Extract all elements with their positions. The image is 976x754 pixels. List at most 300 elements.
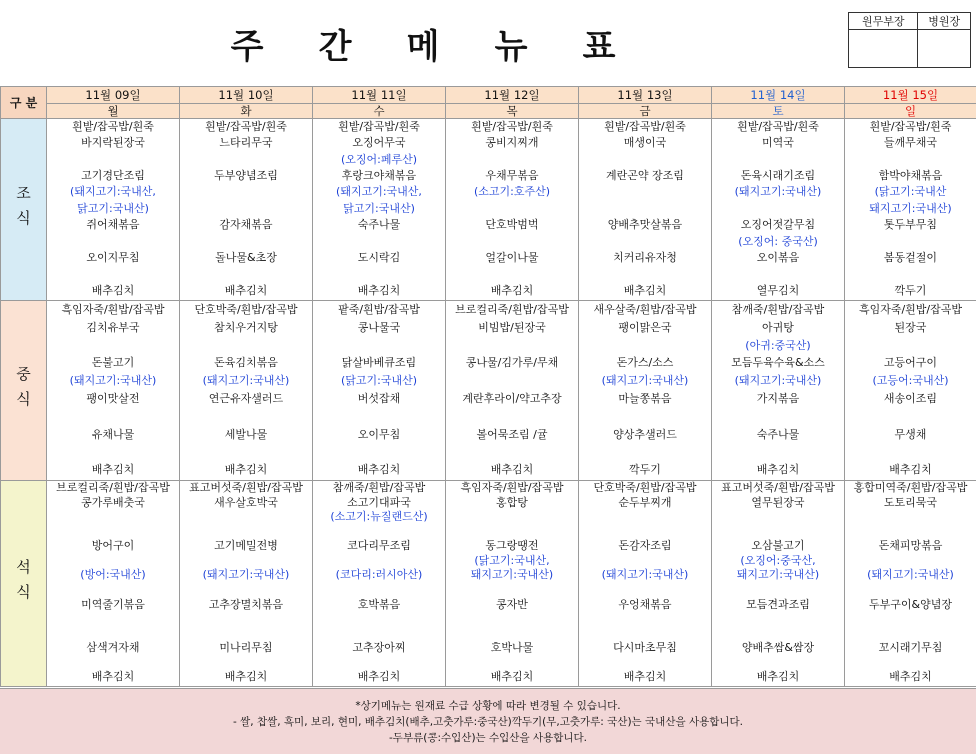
approval-label-director: 원무부장 bbox=[849, 13, 918, 30]
menu-item: 고기경단조림 bbox=[81, 169, 145, 183]
menu-item bbox=[579, 234, 711, 250]
menu-item: 바지락된장국 bbox=[81, 136, 145, 150]
menu-item: 계란곤약 장조림 bbox=[606, 169, 684, 183]
menu-item bbox=[47, 408, 179, 426]
menu-item bbox=[446, 234, 578, 250]
menu-item: 들깨무채국 bbox=[883, 136, 938, 150]
menu-item: 계란후라이/약고추장 bbox=[462, 391, 562, 405]
menu-item: 느타리무국 bbox=[219, 136, 273, 150]
menu-item bbox=[313, 525, 445, 540]
menu-item bbox=[313, 337, 445, 355]
weekly-menu-table bbox=[0, 86, 976, 687]
menu-item: 배추김치 bbox=[224, 463, 268, 477]
menu-item: 치커리유자청 bbox=[613, 250, 677, 264]
menu-item bbox=[180, 408, 312, 426]
menu-item: 돈가스/소스 bbox=[616, 356, 674, 370]
menu-item: 열무김치 bbox=[756, 283, 800, 297]
origin-note: (돼지고기:국내산, bbox=[70, 185, 156, 199]
menu-item: 팽이맑은국 bbox=[618, 320, 672, 334]
menu-item bbox=[180, 443, 312, 461]
origin-note: (고등어:국내산) bbox=[872, 374, 949, 388]
dinner-label: 석식 bbox=[1, 481, 47, 687]
menu-item-list bbox=[845, 119, 976, 299]
menu-item: 열무된장국 bbox=[751, 495, 805, 509]
menu-item-list bbox=[313, 119, 445, 299]
menu-item-list bbox=[712, 119, 844, 299]
menu-item: 돈감자조림 bbox=[618, 539, 672, 553]
menu-item: 배추김치 bbox=[756, 463, 800, 477]
menu-item bbox=[180, 583, 312, 598]
menu-item: 우엉채볶음 bbox=[618, 597, 672, 611]
menu-item: 도시락김 bbox=[357, 250, 401, 264]
origin-note: 돼지고기:국내산) bbox=[470, 568, 554, 582]
origin-note: (돼지고기:국내산) bbox=[734, 374, 822, 388]
menu-item: 고추장아찌 bbox=[352, 641, 406, 655]
menu-item bbox=[579, 525, 711, 540]
menu-item bbox=[579, 443, 711, 461]
menu-item: 돌나물&초장 bbox=[215, 250, 277, 264]
menu-item: 배추김치 bbox=[91, 463, 135, 477]
menu-item-list bbox=[712, 301, 844, 479]
menu-item-list bbox=[845, 481, 976, 685]
origin-note: 닭고기:국내산) bbox=[77, 201, 149, 215]
menu-cell bbox=[845, 301, 976, 481]
lunch-row bbox=[1, 301, 976, 481]
menu-item: 오이볶음 bbox=[756, 250, 800, 264]
menu-item: 새우살죽/흰밥/잡곡밥 bbox=[593, 303, 697, 316]
origin-note: (아귀:중국산) bbox=[745, 338, 811, 352]
menu-cell bbox=[712, 301, 845, 481]
menu-item: 연근유자샐러드 bbox=[208, 391, 284, 405]
menu-item: 단호박범벅 bbox=[485, 218, 539, 232]
menu-item: 두부양념조림 bbox=[214, 169, 278, 183]
menu-item: 배추김치 bbox=[623, 670, 667, 684]
menu-item bbox=[446, 583, 578, 598]
menu-item: 깍두기 bbox=[629, 463, 661, 477]
menu-item bbox=[446, 201, 578, 217]
menu-item bbox=[579, 583, 711, 598]
menu-item bbox=[446, 656, 578, 671]
menu-item-list bbox=[180, 119, 312, 299]
menu-item bbox=[845, 266, 976, 282]
menu-cell bbox=[446, 481, 579, 687]
menu-cell bbox=[446, 301, 579, 481]
menu-item: 오삼불고기 bbox=[751, 539, 805, 553]
menu-item: 흰밭/잡곡밥/흰죽 bbox=[72, 120, 154, 133]
day-of-week: 목 bbox=[446, 104, 579, 119]
menu-item bbox=[313, 234, 445, 250]
menu-item bbox=[47, 443, 179, 461]
title-char: 표 bbox=[582, 26, 620, 67]
menu-cell bbox=[712, 119, 845, 301]
menu-item bbox=[180, 266, 312, 282]
menu-item: 돈육김치볶음 bbox=[214, 356, 278, 370]
menu-cell bbox=[47, 119, 180, 301]
menu-item: 미역줄기볶음 bbox=[81, 597, 145, 611]
menu-item bbox=[47, 656, 179, 671]
menu-item bbox=[180, 554, 312, 569]
origin-note: (닭고기:국내산) bbox=[340, 374, 418, 388]
day-of-week: 화 bbox=[180, 104, 313, 119]
approval-box bbox=[848, 12, 971, 68]
menu-item-list bbox=[712, 481, 844, 685]
menu-item bbox=[180, 234, 312, 250]
menu-item: 된장국 bbox=[894, 320, 927, 334]
menu-item bbox=[845, 525, 976, 540]
menu-item bbox=[47, 554, 179, 569]
title-char: 뉴 bbox=[494, 26, 532, 67]
lunch-label: 중식 bbox=[1, 301, 47, 481]
menu-item bbox=[313, 612, 445, 627]
day-date: 11월 12일 bbox=[446, 87, 579, 104]
title-char: 주 bbox=[230, 26, 268, 67]
menu-item bbox=[712, 201, 844, 217]
page-title bbox=[0, 0, 850, 86]
menu-item: 아귀탕 bbox=[762, 320, 794, 334]
menu-item: 팽이맛살전 bbox=[86, 391, 140, 405]
menu-item bbox=[180, 627, 312, 642]
menu-item: 배추김치 bbox=[490, 283, 534, 297]
menu-item bbox=[712, 612, 844, 627]
menu-item: 흰밭/잡곡밥/흰죽 bbox=[338, 120, 420, 133]
menu-item: 돈불고기 bbox=[91, 356, 135, 370]
menu-item: 숙주나물 bbox=[357, 218, 401, 232]
menu-item: 배추김치 bbox=[490, 463, 534, 477]
menu-item-list bbox=[47, 301, 179, 479]
menu-item: 매생이국 bbox=[623, 136, 667, 150]
menu-item bbox=[712, 266, 844, 282]
menu-item bbox=[712, 627, 844, 642]
menu-item: 배추김치 bbox=[889, 463, 932, 477]
menu-item: 닭살바베큐조림 bbox=[341, 356, 417, 370]
menu-cell bbox=[313, 481, 446, 687]
menu-item-list bbox=[446, 481, 578, 685]
menu-cell bbox=[845, 481, 976, 687]
menu-item: 삼색겨자채 bbox=[86, 641, 140, 655]
day-date: 11월 11일 bbox=[313, 87, 446, 104]
menu-item-list bbox=[47, 119, 179, 299]
origin-note: (돼지고기:국내산) bbox=[601, 374, 689, 388]
footer-line: *상기메뉴는 원재료 수급 상황에 따라 변경될 수 있습니다. bbox=[355, 699, 621, 712]
menu-item: 흑임자죽/흰밥/잡곡밥 bbox=[858, 303, 963, 316]
origin-note: (돼지고기:국내산) bbox=[202, 374, 290, 388]
menu-item bbox=[845, 656, 976, 671]
menu-item bbox=[313, 443, 445, 461]
menu-item bbox=[845, 583, 976, 598]
menu-item bbox=[180, 525, 312, 540]
day-of-week: 수 bbox=[313, 104, 446, 119]
menu-item bbox=[712, 152, 844, 168]
menu-item: 양배추쌈&쌈장 bbox=[741, 641, 815, 655]
menu-item-list bbox=[47, 481, 179, 685]
menu-item: 돈채피망볶음 bbox=[878, 539, 943, 553]
menu-item: 새송이조림 bbox=[883, 391, 938, 405]
menu-cell bbox=[313, 119, 446, 301]
menu-item: 코다리무조림 bbox=[347, 539, 411, 553]
menu-item bbox=[712, 510, 844, 525]
footer-notice bbox=[0, 688, 976, 754]
menu-item bbox=[446, 266, 578, 282]
menu-cell bbox=[47, 481, 180, 687]
origin-note: (돼지고기:국내산, bbox=[336, 185, 422, 199]
origin-note: (방어:국내산) bbox=[80, 568, 146, 582]
menu-item: 순두부찌개 bbox=[618, 495, 672, 509]
menu-item: 버섯잡채 bbox=[357, 391, 401, 405]
menu-item: 배추김치 bbox=[357, 463, 401, 477]
menu-item bbox=[180, 612, 312, 627]
menu-item: 고기메밀전병 bbox=[214, 539, 278, 553]
menu-cell bbox=[845, 119, 976, 301]
menu-item: 표고버섯죽/흰밥/잡곡밥 bbox=[721, 481, 835, 494]
menu-item: 쥐어채볶음 bbox=[86, 218, 140, 232]
menu-item: 단호박죽/흰밥/잡곡밥 bbox=[593, 481, 697, 494]
approval-label-head: 병원장 bbox=[918, 13, 971, 30]
menu-item bbox=[579, 266, 711, 282]
menu-item: 콩가루배춧국 bbox=[81, 495, 145, 509]
menu-item: 고등어구이 bbox=[883, 356, 938, 370]
menu-item: 브로컬리죽/흰밥/잡곡밥 bbox=[455, 303, 569, 316]
menu-item: 고추장멸치볶음 bbox=[208, 597, 284, 611]
menu-item: 홍합탕 bbox=[496, 495, 528, 509]
menu-item: 콩나물국 bbox=[357, 320, 401, 334]
origin-note: (코다리:러시아산) bbox=[335, 568, 423, 582]
menu-item: 꼬시래기무침 bbox=[878, 641, 943, 655]
footer-line: - 쌀, 찹쌀, 흑미, 보리, 현미, 배추김치(배추,고춧가루:중국산)깍두기(무,고춧가루: 국산)는 국내산을 사용합니다. bbox=[233, 715, 743, 728]
menu-item: 참치우거지탕 bbox=[214, 320, 278, 334]
menu-item-list bbox=[579, 301, 711, 479]
origin-note: 돼지고기:국내산) bbox=[869, 201, 952, 215]
menu-item bbox=[579, 152, 711, 168]
menu-item bbox=[180, 656, 312, 671]
menu-item: 방어구이 bbox=[91, 539, 135, 553]
menu-item: 깍두기 bbox=[894, 283, 927, 297]
day-of-week: 월 bbox=[47, 104, 180, 119]
menu-item: 후랑크야채볶음 bbox=[341, 169, 417, 183]
origin-note: (오징어: 중국산) bbox=[738, 234, 818, 248]
menu-item bbox=[845, 554, 976, 569]
menu-item bbox=[313, 656, 445, 671]
day-date: 11월 13일 bbox=[579, 87, 712, 104]
menu-item: 배추김치 bbox=[889, 670, 932, 684]
menu-item bbox=[313, 554, 445, 569]
menu-item bbox=[313, 627, 445, 642]
menu-item: 두부구이&양념장 bbox=[869, 597, 952, 611]
menu-item bbox=[313, 583, 445, 598]
menu-cell bbox=[579, 481, 712, 687]
menu-item: 양배추맛살볶음 bbox=[607, 218, 683, 232]
approval-sign-director bbox=[849, 30, 918, 68]
menu-item: 브로컬리죽/흰밥/잡곡밥 bbox=[56, 481, 170, 494]
menu-item: 비빔밥/된장국 bbox=[478, 320, 546, 334]
menu-item bbox=[579, 612, 711, 627]
menu-item: 도토리묵국 bbox=[883, 495, 938, 509]
origin-note: (돼지고기:국내산) bbox=[601, 568, 689, 582]
origin-note: (소고기:뉴질랜드산) bbox=[330, 510, 428, 524]
menu-cell bbox=[180, 481, 313, 687]
menu-item: 얼갈이나물 bbox=[485, 250, 539, 264]
menu-item: 콩비지찌개 bbox=[485, 136, 539, 150]
menu-item bbox=[845, 408, 976, 426]
menu-item-list bbox=[579, 481, 711, 685]
footer-line: -두부류(콩:수입산)는 수입산을 사용합니다. bbox=[389, 731, 587, 744]
menu-item bbox=[579, 201, 711, 217]
menu-item: 미나리무침 bbox=[219, 641, 273, 655]
approval-sign-head bbox=[918, 30, 971, 68]
menu-item: 배추김치 bbox=[91, 283, 135, 297]
menu-item: 동그랑땡전 bbox=[485, 539, 539, 553]
menu-item bbox=[47, 525, 179, 540]
menu-item bbox=[446, 152, 578, 168]
menu-item bbox=[579, 656, 711, 671]
menu-cell bbox=[313, 301, 446, 481]
menu-item bbox=[313, 266, 445, 282]
menu-item bbox=[47, 627, 179, 642]
menu-item bbox=[579, 510, 711, 525]
origin-note: 닭고기:국내산) bbox=[343, 201, 415, 215]
menu-item: 흑임자죽/흰밥/잡곡밥 bbox=[460, 481, 564, 494]
menu-item bbox=[47, 152, 179, 168]
day-date-saturday: 11월 14일 bbox=[712, 87, 845, 104]
menu-item: 배추김치 bbox=[224, 283, 268, 297]
dinner-row bbox=[1, 481, 976, 687]
menu-item bbox=[446, 627, 578, 642]
menu-item: 콩나물/김가루/무채 bbox=[465, 356, 559, 370]
menu-item bbox=[47, 583, 179, 598]
menu-item: 세발나물 bbox=[224, 427, 268, 441]
menu-item: 김치유부국 bbox=[86, 320, 140, 334]
menu-item bbox=[313, 408, 445, 426]
menu-item-list bbox=[313, 481, 445, 685]
menu-item: 감자채볶음 bbox=[219, 218, 273, 232]
menu-item bbox=[712, 408, 844, 426]
menu-cell bbox=[579, 119, 712, 301]
menu-item bbox=[47, 234, 179, 250]
menu-item: 흰밭/잡곡밥/흰죽 bbox=[205, 120, 287, 133]
menu-item bbox=[446, 408, 578, 426]
menu-item: 표고버섯죽/흰밥/잡곡밥 bbox=[189, 481, 303, 494]
menu-item: 오징어무국 bbox=[352, 136, 406, 150]
origin-note: (오징어:중국산, bbox=[740, 553, 816, 567]
menu-item: 숙주나물 bbox=[756, 427, 800, 441]
day-of-week: 금 bbox=[579, 104, 712, 119]
menu-item bbox=[579, 627, 711, 642]
menu-item bbox=[712, 443, 844, 461]
menu-item-list bbox=[180, 481, 312, 685]
menu-item: 미역국 bbox=[762, 136, 794, 150]
menu-item: 흰밭/잡곡밥/흰죽 bbox=[869, 120, 952, 133]
menu-item bbox=[47, 510, 179, 525]
menu-item bbox=[446, 337, 578, 355]
menu-item bbox=[446, 510, 578, 525]
menu-item: 양상추샐러드 bbox=[613, 427, 677, 441]
menu-item: 우채무볶음 bbox=[485, 169, 539, 183]
menu-item bbox=[180, 201, 312, 217]
origin-note: (돼지고기:국내산) bbox=[867, 568, 954, 582]
menu-item bbox=[180, 152, 312, 168]
menu-item: 돈육시래기조림 bbox=[740, 169, 816, 183]
menu-item: 모듬견과조림 bbox=[746, 597, 810, 611]
menu-item bbox=[446, 612, 578, 627]
origin-note: (닭고기:국내산, bbox=[474, 553, 550, 567]
menu-item: 흑임자죽/흰밥/잡곡밥 bbox=[61, 303, 165, 316]
menu-item bbox=[712, 656, 844, 671]
menu-item: 배추김치 bbox=[357, 283, 401, 297]
menu-item bbox=[180, 184, 312, 200]
menu-item: 모듬두육수육&소스 bbox=[731, 356, 825, 370]
origin-note: (돼지고기:국내산) bbox=[202, 568, 290, 582]
menu-cell bbox=[712, 481, 845, 687]
menu-item bbox=[845, 337, 976, 355]
menu-item: 배추김치 bbox=[224, 670, 268, 684]
menu-item: 함박야채볶음 bbox=[878, 169, 943, 183]
menu-item bbox=[845, 627, 976, 642]
menu-item: 흰밭/잡곡밥/흰죽 bbox=[737, 120, 819, 133]
menu-cell bbox=[579, 301, 712, 481]
day-of-week-saturday: 토 bbox=[712, 104, 845, 119]
menu-item: 오징어젓갈무침 bbox=[740, 218, 816, 232]
origin-note: 돼지고기:국내산) bbox=[736, 568, 820, 582]
origin-note: (소고기:호주산) bbox=[473, 185, 551, 199]
menu-item-list bbox=[313, 301, 445, 479]
menu-item: 배추김치 bbox=[756, 670, 800, 684]
menu-item: 배추김치 bbox=[357, 670, 401, 684]
menu-item bbox=[180, 510, 312, 525]
menu-item: 단호박죽/흰밥/잡곡밥 bbox=[194, 303, 298, 316]
menu-item: 호박나물 bbox=[490, 641, 534, 655]
menu-item bbox=[180, 337, 312, 355]
menu-item: 오이무침 bbox=[357, 427, 401, 441]
menu-cell bbox=[446, 119, 579, 301]
menu-item bbox=[845, 443, 976, 461]
breakfast-label: 조식 bbox=[1, 119, 47, 301]
origin-note: (돼지고기:국내산) bbox=[734, 185, 822, 199]
menu-item bbox=[712, 583, 844, 598]
menu-item bbox=[47, 337, 179, 355]
menu-item bbox=[47, 612, 179, 627]
menu-item bbox=[845, 612, 976, 627]
menu-item bbox=[446, 372, 578, 390]
menu-item bbox=[446, 443, 578, 461]
menu-item bbox=[47, 266, 179, 282]
menu-cell bbox=[180, 301, 313, 481]
menu-item-list bbox=[579, 119, 711, 299]
menu-item bbox=[712, 525, 844, 540]
menu-item: 흰밭/잡곡밥/흰죽 bbox=[604, 120, 686, 133]
menu-item-list bbox=[180, 301, 312, 479]
menu-item: 가지볶음 bbox=[756, 391, 800, 405]
menu-item bbox=[579, 184, 711, 200]
menu-item: 소고기대파국 bbox=[347, 495, 411, 509]
menu-item: 배추김치 bbox=[623, 283, 667, 297]
menu-item: 참깨죽/흰밥/잡곡밥 bbox=[332, 481, 426, 494]
menu-item-list bbox=[845, 301, 976, 479]
menu-item: 흰밭/잡곡밥/흰죽 bbox=[471, 120, 553, 133]
menu-item: 다시마초무침 bbox=[613, 641, 677, 655]
menu-item: 홍합미역죽/흰밥/잡곡밥 bbox=[853, 481, 968, 494]
menu-item bbox=[845, 234, 976, 250]
menu-item bbox=[579, 337, 711, 355]
title-char: 메 bbox=[406, 26, 444, 67]
menu-item: 호박볶음 bbox=[357, 597, 401, 611]
menu-item: 참깨죽/흰밥/잡곡밥 bbox=[731, 303, 825, 316]
menu-item: 톳두부무침 bbox=[883, 218, 938, 232]
menu-item: 배추김치 bbox=[490, 670, 534, 684]
menu-item: 오이지무침 bbox=[86, 250, 140, 264]
origin-note: (오징어:페루산) bbox=[340, 152, 418, 166]
origin-note: (돼지고기:국내산) bbox=[69, 374, 157, 388]
menu-item: 봄동겉절이 bbox=[883, 250, 938, 264]
menu-item bbox=[446, 525, 578, 540]
